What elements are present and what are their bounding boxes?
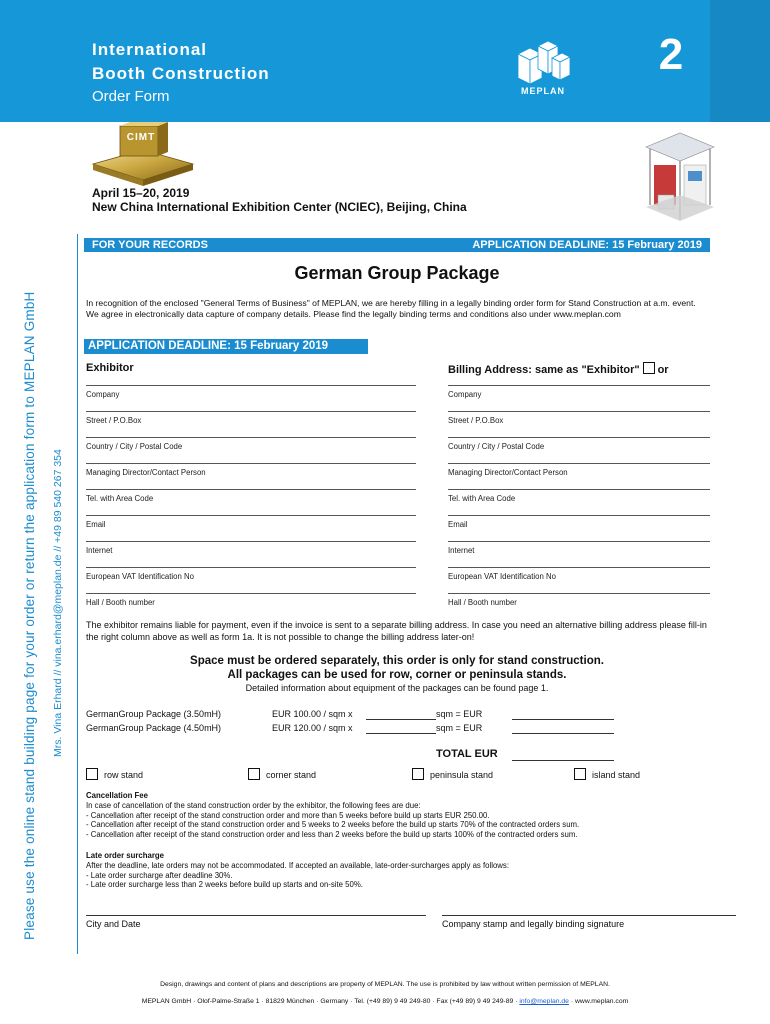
form-left-rule	[77, 234, 78, 954]
side-contact-text: Mrs. Vina Erhard // vina.erhard@meplan.de // +49 89 540 267 354	[52, 449, 64, 757]
cancellation-line: - Cancellation after receipt of the stand construction order and more than 5 weeks before build up starts EUR 250.00.	[86, 810, 490, 820]
exhibitor-country-input[interactable]	[86, 437, 416, 438]
package-2-sqm-input[interactable]	[366, 733, 436, 734]
space-note-line1: Space must be ordered separately, this order is only for stand construction.	[190, 655, 604, 667]
exhibitor-hall-label: Hall / Booth number	[86, 598, 155, 607]
billing-email-label: Email	[448, 520, 468, 529]
exhibitor-contact-input[interactable]	[86, 463, 416, 464]
late-order-line: After the deadline, late orders may not be accommodated. If accepted an available, late-order-surcharges apply as follows:	[86, 861, 509, 870]
exhibitor-street-input[interactable]	[86, 411, 416, 412]
signature-input[interactable]	[442, 915, 736, 916]
header-subtitle: Order Form	[92, 88, 170, 105]
exhibitor-email-label: Email	[86, 520, 106, 529]
meplan-logo-text: MEPLAN	[521, 86, 565, 96]
signature-label: Company stamp and legally binding signature	[442, 919, 625, 929]
billing-company-label: Company	[448, 390, 482, 399]
exhibitor-company-input[interactable]	[86, 385, 416, 386]
space-note	[84, 654, 710, 682]
peninsula-stand-option[interactable]	[412, 768, 493, 780]
exhibitor-vat-input[interactable]	[86, 567, 416, 568]
exhibitor-country-label: Country / City / Postal Code	[86, 442, 183, 451]
late-order-line: - Late order surcharge after deadline 30%.	[86, 870, 233, 880]
cancellation-text	[86, 801, 706, 839]
records-label: FOR YOUR RECORDS	[92, 239, 208, 251]
detail-note: Detailed information about equipment of the packages can be found page 1.	[245, 683, 549, 693]
header-title-line1: International	[92, 40, 208, 59]
liability-note: The exhibitor remains liable for payment, even if the invoice is sent to a separate billing address. In case you need an alternative billing address please fill-in the right column above as well as form 1a. It is not possible to change the billing address later-on!	[86, 620, 707, 642]
footer-copyright: Design, drawings and content of plans and descriptions are property of MEPLAN. The use is prohibited by law without written permission of MEPLAN.	[160, 981, 610, 988]
corner-stand-option[interactable]	[248, 768, 316, 780]
page-number: 2	[658, 30, 684, 79]
package-1-amount-input[interactable]	[512, 719, 614, 720]
island-stand-option[interactable]	[574, 768, 640, 780]
total-label: TOTAL EUR	[436, 748, 498, 760]
footer-address: MEPLAN GmbH · Olof-Palme-Straße 1 · 81829 München · Germany · Tel. (+49 89) 9 49 249-80 · Fax (+49 89) 9 49 249-89 ·	[141, 998, 520, 1005]
peninsula-stand-label: peninsula stand	[430, 770, 494, 780]
billing-company-input[interactable]	[448, 385, 710, 386]
billing-street-input[interactable]	[448, 411, 710, 412]
row-stand-checkbox[interactable]	[86, 768, 98, 780]
event-dates: April 15–20, 2019	[92, 186, 190, 200]
billing-tel-input[interactable]	[448, 489, 710, 490]
billing-internet-input[interactable]	[448, 541, 710, 542]
package-1-name: GermanGroup Package (3.50mH)	[86, 709, 222, 719]
event-venue: New China International Exhibition Center (NCIEC), Beijing, China	[92, 200, 467, 214]
cancellation-heading: Cancellation Fee	[86, 791, 148, 800]
records-deadline: APPLICATION DEADLINE: 15 February 2019	[472, 239, 702, 251]
exhibitor-company-label: Company	[86, 390, 120, 399]
exhibitor-internet-input[interactable]	[86, 541, 416, 542]
late-order-heading: Late order surcharge	[86, 851, 164, 860]
billing-heading-label: Billing Address: same as "Exhibitor"	[448, 364, 640, 376]
billing-country-label: Country / City / Postal Code	[448, 442, 545, 451]
peninsula-stand-checkbox[interactable]	[412, 768, 424, 780]
billing-contact-label: Managing Director/Contact Person	[448, 468, 568, 477]
intro-paragraph: In recognition of the enclosed "General Terms of Business" of MEPLAN, we are hereby filling in a legally binding order form for Stand Construction at a.m. event. We agree in electronically data capture of company details. Please find the legally binding terms and conditions also under www.meplan.com	[86, 298, 696, 319]
row-stand-label: row stand	[104, 770, 144, 780]
billing-street-label: Street / P.O.Box	[448, 416, 504, 425]
exhibitor-internet-label: Internet	[86, 546, 113, 555]
island-stand-label: island stand	[592, 770, 641, 780]
records-bar	[84, 238, 710, 252]
exhibitor-tel-label: Tel. with Area Code	[86, 494, 154, 503]
billing-email-input[interactable]	[448, 515, 710, 516]
billing-contact-input[interactable]	[448, 463, 710, 464]
package-2-price: EUR 120.00 / sqm x	[272, 723, 353, 733]
cancellation-line: In case of cancellation of the stand construction order by the exhibitor, the following fees are due:	[86, 801, 421, 810]
application-deadline-badge: APPLICATION DEADLINE: 15 February 2019	[84, 339, 368, 354]
city-date-label: City and Date	[86, 919, 141, 929]
form-title: German Group Package	[294, 263, 500, 283]
billing-country-input[interactable]	[448, 437, 710, 438]
package-2-name: GermanGroup Package (4.50mH)	[86, 723, 222, 733]
corner-stand-checkbox[interactable]	[248, 768, 260, 780]
cimt-event-logo-icon	[88, 120, 198, 190]
exhibitor-tel-input[interactable]	[86, 489, 416, 490]
exhibitor-hall-input[interactable]	[86, 593, 416, 594]
exhibitor-contact-label: Managing Director/Contact Person	[86, 468, 206, 477]
row-stand-option[interactable]	[86, 768, 143, 780]
package-2-suffix: sqm = EUR	[436, 723, 483, 733]
billing-hall-label: Hall / Booth number	[448, 598, 517, 607]
billing-vat-input[interactable]	[448, 567, 710, 568]
footer-contact	[0, 998, 770, 1005]
package-2-amount-input[interactable]	[512, 733, 614, 734]
exhibitor-street-label: Street / P.O.Box	[86, 416, 142, 425]
late-order-line: - Late order surcharge less than 2 weeks before build up starts and on-site 50%.	[86, 880, 363, 890]
billing-internet-label: Internet	[448, 546, 475, 555]
header-title-line2: Booth Construction	[92, 64, 270, 83]
cancellation-line: - Cancellation after receipt of the stand construction order and 5 weeks to 2 weeks before the build up starts 70% of the contracted orders sum.	[86, 820, 580, 830]
corner-stand-label: corner stand	[266, 770, 317, 780]
footer-website: · www.meplan.com	[568, 998, 629, 1005]
billing-or-label: or	[657, 364, 669, 376]
package-1-suffix: sqm = EUR	[436, 709, 483, 719]
package-1-price: EUR 100.00 / sqm x	[272, 709, 353, 719]
header-page-tab	[710, 0, 770, 122]
exhibitor-email-input[interactable]	[86, 515, 416, 516]
side-instruction-text: Please use the online stand building page for your order or return the application form to MEPLAN GmbH	[22, 291, 37, 940]
package-1-sqm-input[interactable]	[366, 719, 436, 720]
booth-illustration-icon	[640, 125, 720, 225]
same-as-exhibitor-checkbox[interactable]	[643, 362, 655, 374]
island-stand-checkbox[interactable]	[574, 768, 586, 780]
exhibitor-heading: Exhibitor	[86, 362, 134, 374]
cancellation-line: - Cancellation after receipt of the stand construction order and less than 2 weeks before the build up starts 100% of the contracted orders sum.	[86, 829, 578, 839]
billing-vat-label: European VAT Identification No	[448, 572, 556, 581]
space-note-line2: All packages can be used for row, corner or peninsula stands.	[227, 669, 567, 681]
city-date-input[interactable]	[86, 915, 426, 916]
exhibitor-vat-label: European VAT Identification No	[86, 572, 194, 581]
billing-heading	[448, 362, 669, 376]
footer-email-link[interactable]: info@meplan.de	[519, 998, 569, 1005]
billing-hall-input[interactable]	[448, 593, 710, 594]
total-amount-input[interactable]	[512, 760, 614, 761]
late-order-text	[86, 861, 706, 890]
cimt-logo-text: CIMT	[126, 132, 156, 143]
billing-tel-label: Tel. with Area Code	[448, 494, 516, 503]
